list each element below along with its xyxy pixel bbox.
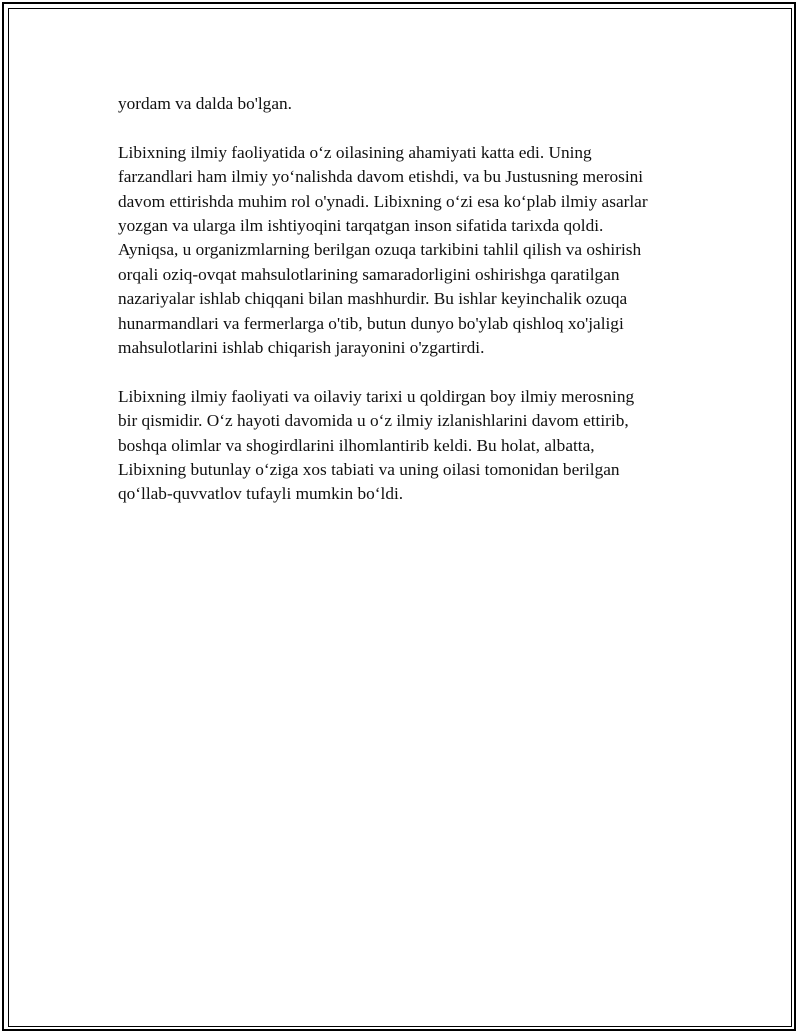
text-line: farzandlari ham ilmiy yo‘nalishda davom etishdi, va bu Justusning merosini: [118, 167, 644, 187]
paragraph-3: [118, 385, 688, 507]
text-line: yozgan va ularga ilm ishtiyoqini tarqatgan inson sifatida tarixda qoldi.: [118, 216, 604, 236]
text-line: Libixning butunlay o‘ziga xos tabiati va uning oilasi tomonidan berilgan: [118, 460, 620, 480]
text-line: boshqa olimlar va shogirdlarini ilhomlantirib keldi. Bu holat, albatta,: [118, 435, 595, 455]
text-line: Libixning ilmiy faoliyati va oilaviy tarixi u qoldirgan boy ilmiy merosning: [118, 386, 635, 406]
document-body: [118, 92, 688, 531]
paragraph-1: [118, 92, 688, 116]
text-line: hunarmandlari va fermerlarga o'tib, butun dunyo bo'ylab qishloq xo'jaligi: [118, 313, 624, 333]
text-line: orqali oziq-ovqat mahsulotlarining samaradorligini oshirishga qaratilgan: [118, 264, 620, 284]
text-line: Ayniqsa, u organizmlarning berilgan ozuqa tarkibini tahlil qilish va oshirish: [118, 240, 642, 260]
text-line: mahsulotlarini ishlab chiqarish jarayonini o'zgartirdi.: [118, 338, 485, 358]
text-line: Libixning ilmiy faoliyatida o‘z oilasining ahamiyati katta edi. Uning: [118, 142, 592, 162]
text-line: nazariyalar ishlab chiqqani bilan mashhurdir. Bu ishlar keyinchalik ozuqa: [118, 289, 628, 309]
text-line: yordam va dalda bo'lgan.: [118, 94, 292, 113]
text-line: davom ettirishda muhim rol o'ynadi. Libixning o‘zi esa ko‘plab ilmiy asarlar: [118, 191, 648, 211]
paragraph-2: [118, 141, 688, 361]
text-line: qo‘llab-quvvatlov tufayli mumkin bo‘ldi.: [118, 484, 404, 504]
text-line: bir qismidir. O‘z hayoti davomida u o‘z ilmiy izlanishlarini davom ettirib,: [118, 411, 629, 431]
